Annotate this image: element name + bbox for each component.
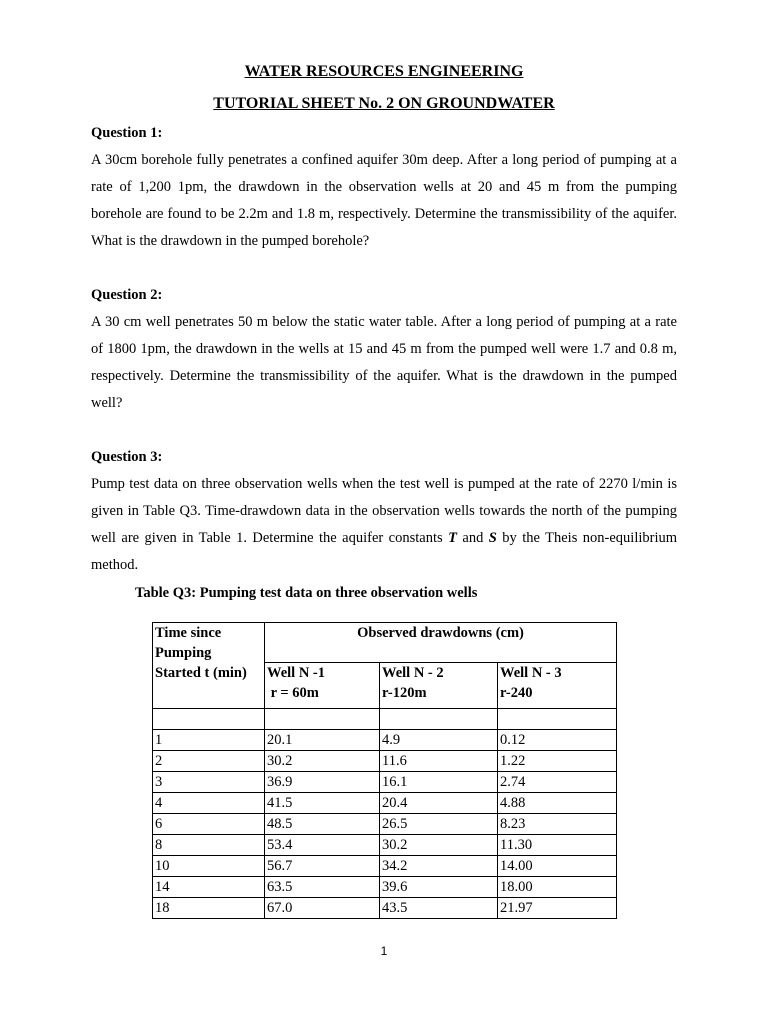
time-column-header: Time since Pumping Started t (min)	[153, 623, 265, 709]
well-n1-header: Well N -1 r = 60m	[265, 663, 380, 709]
drawdown-cell: 4.9	[380, 730, 498, 751]
drawdown-cell: 0.12	[498, 730, 617, 751]
drawdown-cell: 41.5	[265, 793, 380, 814]
question-1-text: A 30cm borehole fully penetrates a confined aquifer 30m deep. After a long period of pumping at a rate of 1,200 1pm, the drawdown in the observation wells at 20 and 45 m from the pumping borehole are found to be 2.2m and 1.8 m, respectively. Determine the transmissibility of the aquifer. What is the drawdown in the pumped borehole?	[91, 152, 677, 249]
variable-t: T	[448, 530, 457, 546]
drawdown-cell: 11.6	[380, 751, 498, 772]
table-row	[153, 835, 617, 856]
drawdown-cell: 56.7	[265, 856, 380, 877]
table-row	[153, 772, 617, 793]
drawdown-cell: 43.5	[380, 898, 498, 919]
document-title: WATER RESOURCES ENGINEERING	[244, 63, 524, 80]
time-cell: 8	[153, 835, 265, 856]
question-2-text: A 30 cm well penetrates 50 m below the static water table. After a long period of pumping at a rate of 1800 1pm, the drawdown in the wells at 15 and 45 m from the pumped well were 1.7 and 0.8 m, respectively. Determine the transmissibility of the aquifer. What is the drawdown in the pumped well?	[91, 314, 677, 411]
drawdown-table	[152, 622, 617, 919]
variable-s: S	[488, 530, 497, 546]
drawdown-cell: 14.00	[498, 856, 617, 877]
table-spacer-row	[153, 709, 617, 730]
drawdown-cell: 30.2	[265, 751, 380, 772]
question-2-heading: Question 2:	[91, 287, 163, 303]
observed-drawdowns-header: Observed drawdowns (cm)	[265, 623, 617, 663]
drawdown-cell: 4.88	[498, 793, 617, 814]
table-row	[153, 793, 617, 814]
drawdown-cell: 48.5	[265, 814, 380, 835]
table-body	[153, 730, 617, 919]
table-row	[153, 898, 617, 919]
drawdown-cell: 30.2	[380, 835, 498, 856]
drawdown-cell: 39.6	[380, 877, 498, 898]
table-row	[153, 877, 617, 898]
drawdown-cell: 21.97	[498, 898, 617, 919]
time-cell: 3	[153, 772, 265, 793]
document-page	[91, 62, 678, 916]
drawdown-cell: 11.30	[498, 835, 617, 856]
drawdown-cell: 53.4	[265, 835, 380, 856]
drawdown-cell: 63.5	[265, 877, 380, 898]
question-1-heading: Question 1:	[91, 125, 163, 141]
drawdown-cell: 20.1	[265, 730, 380, 751]
table-row	[153, 751, 617, 772]
drawdown-cell: 34.2	[380, 856, 498, 877]
document-subtitle: TUTORIAL SHEET No. 2 ON GROUNDWATER	[213, 95, 555, 112]
time-cell: 10	[153, 856, 265, 877]
drawdown-cell: 16.1	[380, 772, 498, 793]
time-cell: 14	[153, 877, 265, 898]
drawdown-cell: 26.5	[380, 814, 498, 835]
drawdown-cell: 18.00	[498, 877, 617, 898]
drawdown-cell: 36.9	[265, 772, 380, 793]
drawdown-cell: 1.22	[498, 751, 617, 772]
drawdown-cell: 2.74	[498, 772, 617, 793]
question-3-heading: Question 3:	[91, 449, 163, 465]
time-cell: 6	[153, 814, 265, 835]
table-header-row	[153, 623, 617, 663]
table-row	[153, 730, 617, 751]
well-n2-header: Well N - 2 r-120m	[380, 663, 498, 709]
time-cell: 18	[153, 898, 265, 919]
table-caption: Table Q3: Pumping test data on three observation wells	[135, 585, 478, 601]
drawdown-cell: 8.23	[498, 814, 617, 835]
time-cell: 1	[153, 730, 265, 751]
table-row	[153, 856, 617, 877]
drawdown-cell: 20.4	[380, 793, 498, 814]
well-n3-header: Well N - 3 r-240	[498, 663, 617, 709]
table-row	[153, 814, 617, 835]
question-3-text: Pump test data on three observation wells when the test well is pumped at the rate of 2270 l/min is given in Table Q3. Time-drawdown data in the observation wells towards the north of the pumping well are given in Table 1. Determine the aquifer constants T and S by the Theis non-equilibrium method.	[91, 476, 678, 573]
time-cell: 4	[153, 793, 265, 814]
time-cell: 2	[153, 751, 265, 772]
drawdown-cell: 67.0	[265, 898, 380, 919]
page-number: 1	[380, 944, 388, 958]
